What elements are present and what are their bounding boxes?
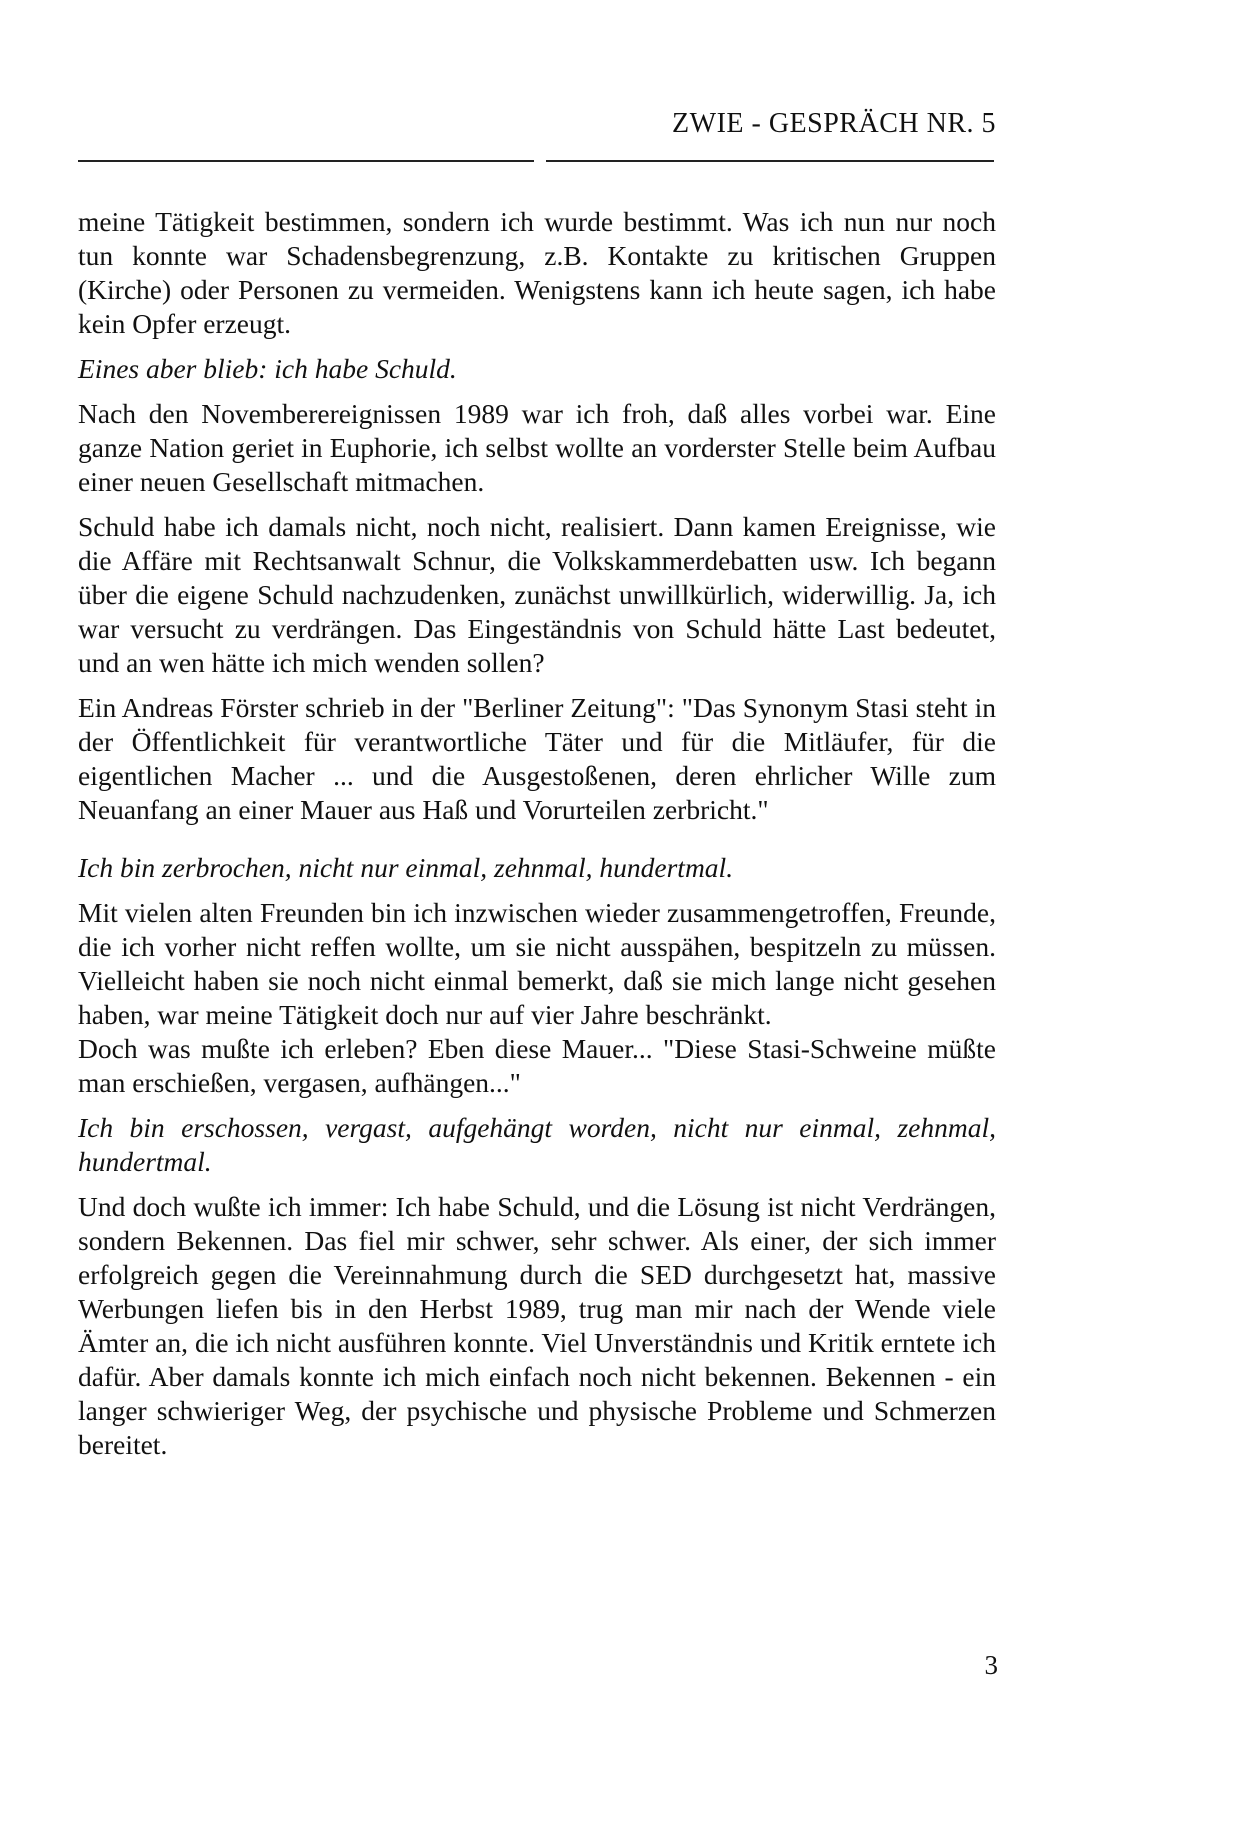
paragraph: Und doch wußte ich immer: Ich habe Schuld, und die Lösung ist nicht Verdrängen, sondern Bekennen. Das fiel mir schwer, sehr schwer. Als einer, der sich immer erfolgreich gegen die Vereinnahmung durch die SED durchgesetzt hat, massive Werbungen liefen bis in den Herbst 1989, trug man mir nach der Wende viele Ämter an, die ich nicht ausführen konnte. Viel Unverständnis und Kritik erntete ich dafür. Aber damals konnte ich mich einfach noch nicht bekennen. Bekennen - ein langer schwieriger Weg, der psychische und physische Probleme und Schmerzen bereitet.: [78, 1191, 996, 1460]
paragraph: Nach den Novemberereignissen 1989 war ich froh, daß alles vorbei war. Eine ganze Nation geriet in Euphorie, ich selbst wollte an vorderster Stelle beim Aufbau einer neuen Gesellschaft mitmachen.: [78, 398, 996, 497]
header-rule-right: [546, 160, 994, 162]
italic-paragraph: Ich bin erschossen, vergast, aufgehängt worden, nicht nur einmal, zehnmal, hundertmal.: [78, 1112, 996, 1177]
paragraph: Mit vielen alten Freunden bin ich inzwischen wieder zusammengetroffen, Freunde, die ich vorher nicht reffen wollte, um sie nicht ausspähen, bespitzeln zu müssen. Vielleicht haben sie noch nicht einmal bemerkt, daß sie mich lange nicht gesehen haben, war meine Tätigkeit doch nur auf vier Jahre beschränkt.: [78, 897, 996, 1030]
page-number: 3: [984, 1650, 998, 1680]
paragraph: Doch was mußte ich erleben? Eben diese Mauer... "Diese Stasi-Schweine müßte man erschießen, vergasen, aufhängen...": [78, 1033, 996, 1098]
italic-paragraph: Ich bin zerbrochen, nicht nur einmal, zehnmal, hundertmal.: [78, 852, 734, 883]
body-text-lower: [78, 851, 996, 1473]
italic-paragraph: Eines aber blieb: ich habe Schuld.: [78, 353, 457, 384]
paragraph: Schuld habe ich damals nicht, noch nicht, realisiert. Dann kamen Ereignisse, wie die Affäre mit Rechtsanwalt Schnur, die Volkskammerdebatten usw. Ich begann über die eigene Schuld nachzudenken, zunächst unwillkürlich, widerwillig. Ja, ich war versucht zu verdrängen. Das Eingeständnis von Schuld hätte Last bedeutet, und an wen hätte ich mich wenden sollen?: [78, 511, 996, 678]
paragraph: Ein Andreas Förster schrieb in der "Berliner Zeitung": "Das Synonym Stasi steht in der Öffentlichkeit für verantwortliche Täter und für die Mitläufer, für die eigentlichen Macher ... und die Ausgestoßenen, deren ehrlicher Wille zum Neuanfang an einer Mauer aus Haß und Vorurteilen zerbricht.": [78, 692, 996, 825]
running-header: ZWIE - GESPRÄCH NR. 5: [672, 108, 996, 139]
paragraph: meine Tätigkeit bestimmen, sondern ich wurde bestimmt. Was ich nun nur noch tun konnte war Schadensbegrenzung, z.B. Kontakte zu kritischen Gruppen (Kirche) oder Personen zu vermeiden. Wenigstens kann ich heute sagen, ich habe kein Opfer erzeugt.: [78, 206, 996, 339]
header-rule-left: [78, 160, 534, 162]
body-text-upper: [78, 205, 996, 838]
